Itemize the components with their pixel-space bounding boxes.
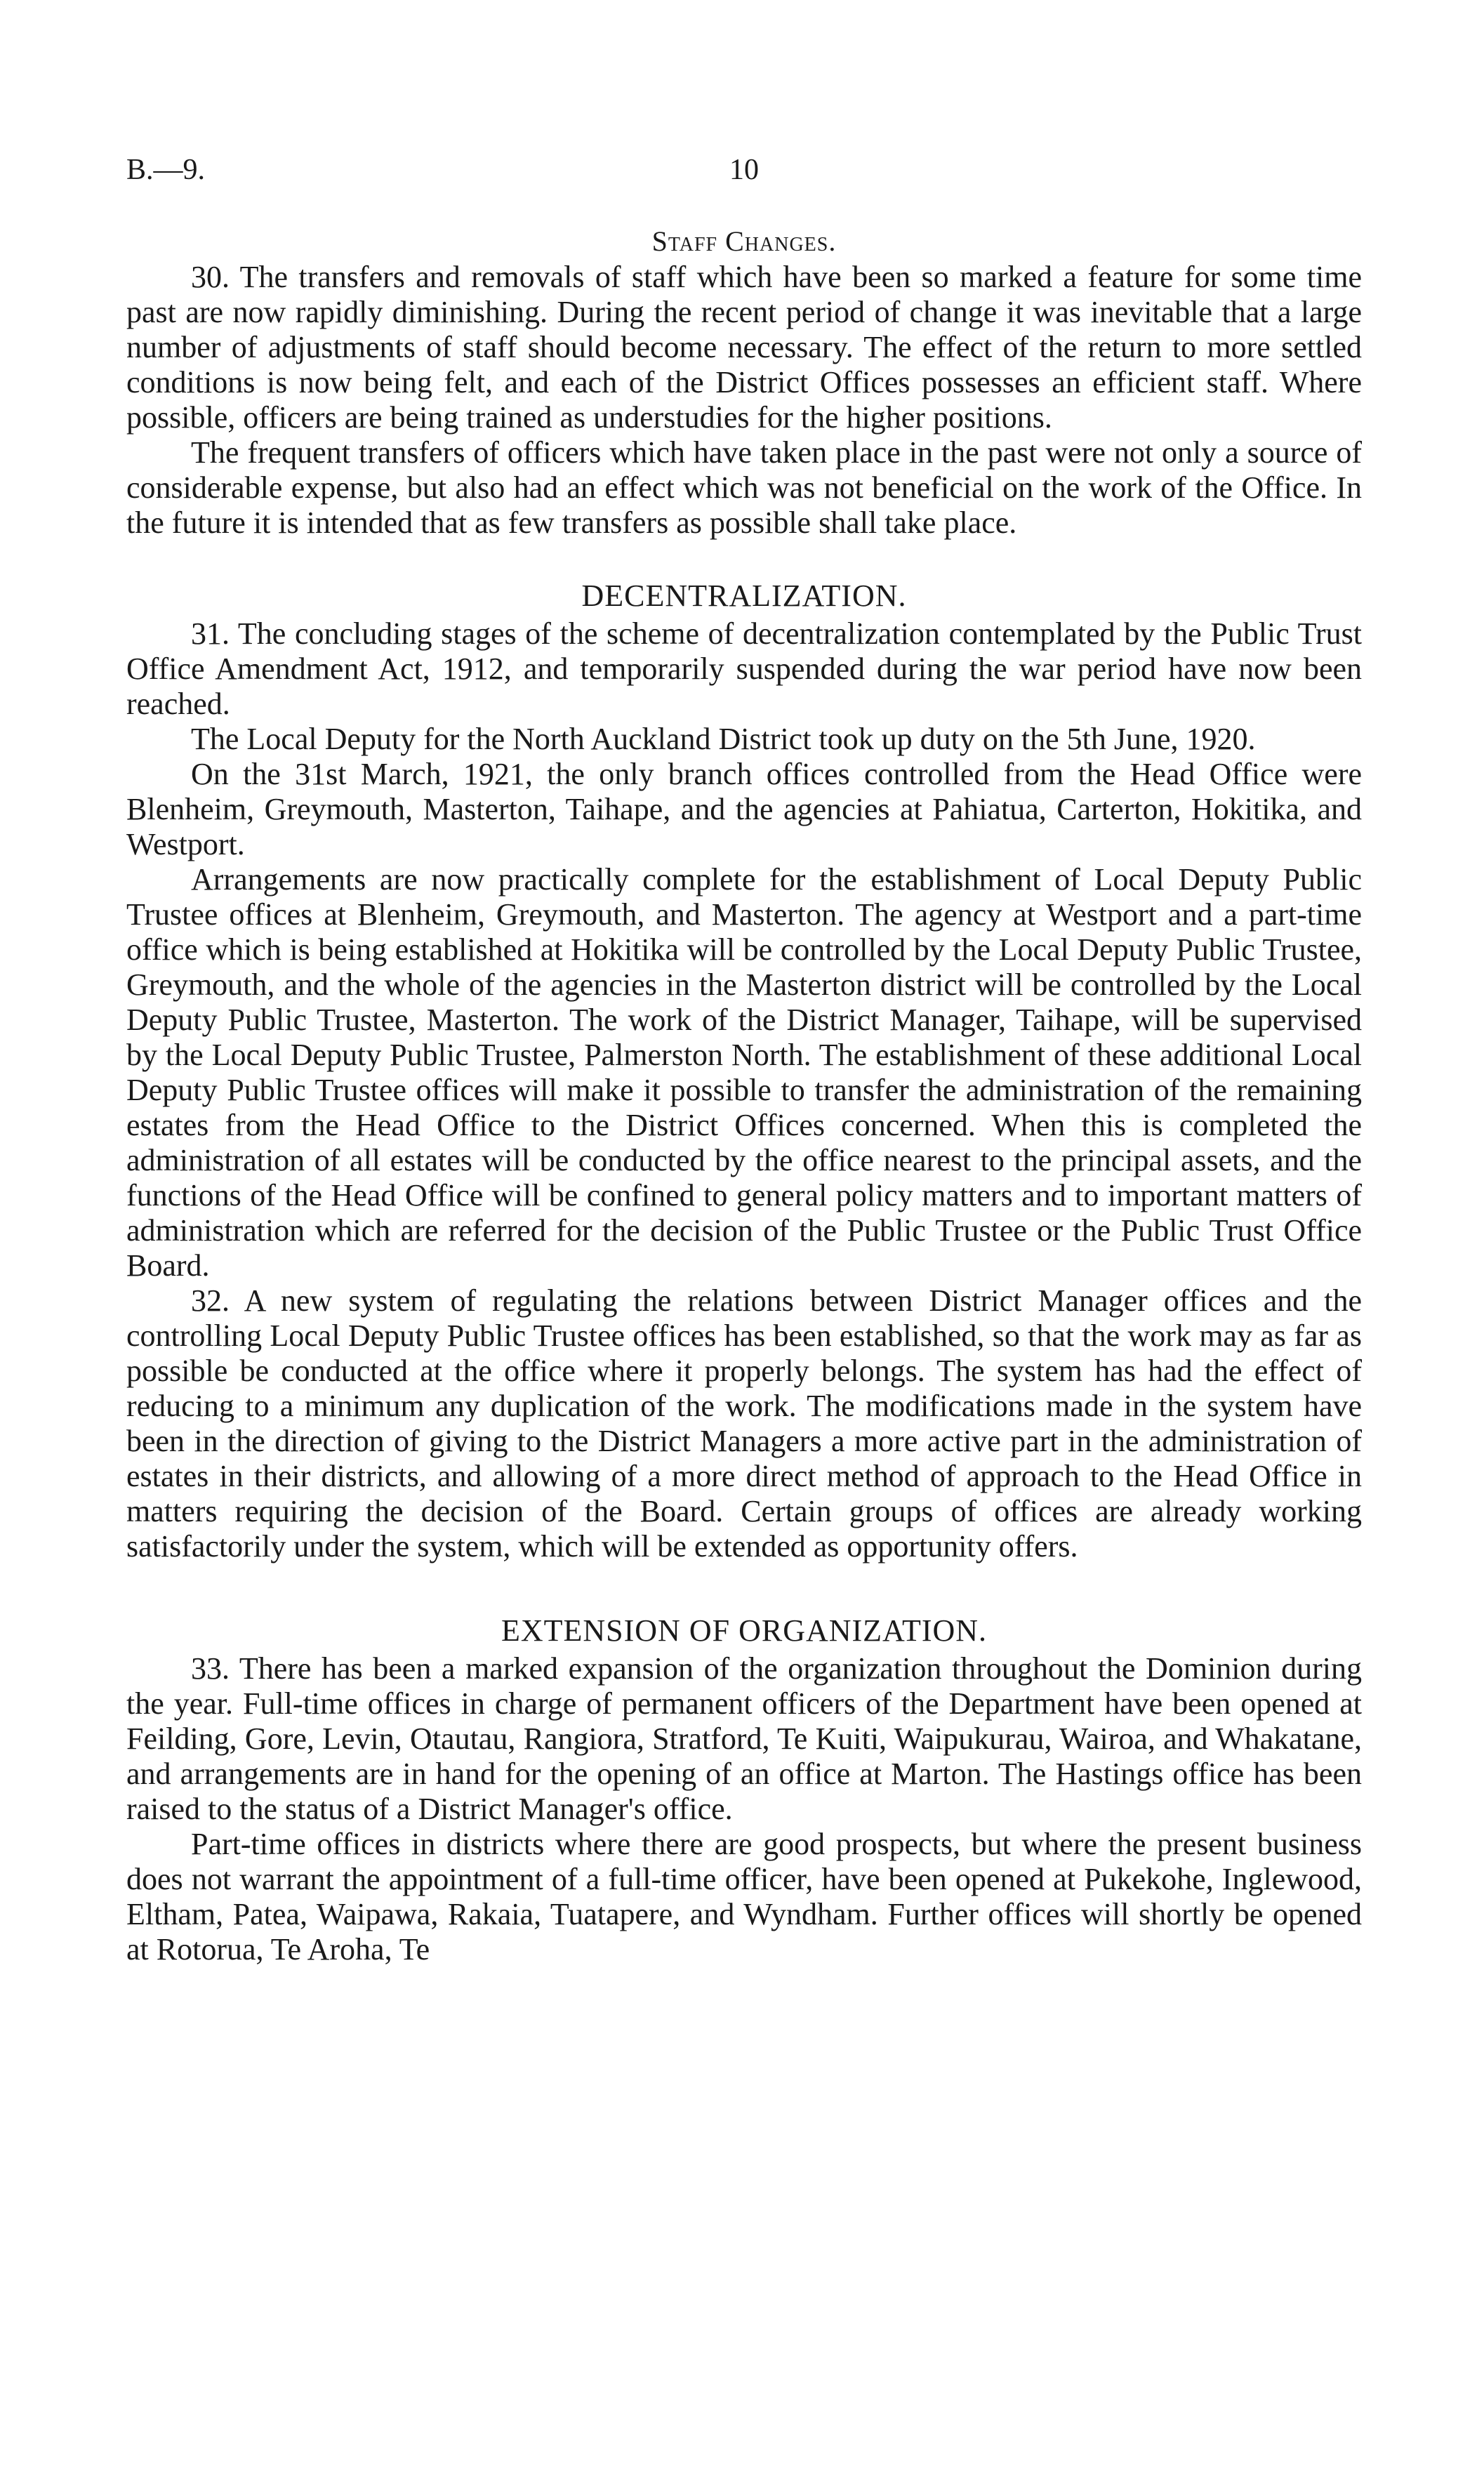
section-gap [126,1564,1362,1611]
paragraph-branch-offices: On the 31st March, 1921, the only branch offices controlled from the Head Office were Blenheim, Greymouth, Masterton, Taihape, and the agencies at Pahiatua, Carterton, Hokitika, and Westport. [126,757,1362,861]
heading-extension-of-organization: EXTENSION OF ORGANIZATION. [501,1613,988,1648]
heading-decentralization: DECENTRALIZATION. [581,579,907,613]
document-reference: B.—9. [126,154,206,186]
paragraph-32: 32. A new system of regulating the relations between District Manager offices and the controlling Local Deputy Public Trustee offices has been established, so that the work may as far as possible be conducted at the office where it properly belongs. The system has had the effect of reducing to a minimum any duplication of the work. The modifications made in the system have been in the direction of giving to the District Managers a more active part in the administration of estates in their districts, and allowing of a more direct method of approach to the Head Office in matters requiring the decision of the Board. Certain groups of offices are already working satisfactorily under the system, which will be extended as opportunity offers. [126,1283,1362,1564]
paragraph-31: 31. The concluding stages of the scheme of decentralization contemplated by the Public Trust Office Amendment Act, 1912, and temporarily suspended during the war period have now been reached. [126,616,1362,721]
page-number: 10 [729,154,759,186]
paragraph-part-time-offices: Part-time offices in districts where there are good prospects, but where the present business does not warrant the appointment of a full-time officer, have been opened at Pukekohe, Inglewood, Eltham, Patea, Waipawa, Rakaia, Tuatapere, and Wyndham. Further offices will shortly be opened at Rotorua, Te Aroha, Te [126,1827,1362,1966]
page-header [126,153,1362,195]
paragraph-transfers: The frequent transfers of officers which have taken place in the past were not only a source of considerable expense, but also had an effect which was not beneficial on the work of the Office. In the future it is intended that as few transfers as possible shall take place. [126,435,1362,540]
section-gap [126,541,1362,576]
paragraph-arrangements: Arrangements are now practically complete for the establishment of Local Deputy Public Trustee offices at Blenheim, Greymouth, and Masterton. The agency at Westport and a part-time office which is being established at Hokitika will be controlled by the Local Deputy Public Trustee, Greymouth, and the whole of the agencies in the Masterton district will be controlled by the Local Deputy Public Trustee, Masterton. The work of the District Manager, Taihape, will be supervised by the Local Deputy Public Trustee, Palmerston North. The establishment of these additional Local Deputy Public Trustee offices will make it possible to transfer the administration of the remaining estates from the Head Office to the District Offices concerned. When this is completed the administration of all estates will be conducted by the office nearest to the principal assets, and the functions of the Head Office will be confined to general policy matters and to important matters of administration which are referred for the decision of the Public Trustee or the Public Trust Office Board. [126,862,1362,1283]
heading-staff-changes: Staff Changes. [651,225,837,257]
paragraph-local-deputy: The Local Deputy for the North Auckland District took up duty on the 5th June, 1920. [191,722,1256,756]
paragraph-33: 33. There has been a marked expansion of the organization throughout the Dominion during the year. Full-time offices in charge of permanent officers of the Department have been opened at Feilding, Gore, Levin, Otautau, Rangiora, Stratford, Te Kuiti, Waipukurau, Wairoa, and Whakatane, and arrangements are in hand for the opening of an office at Marton. The Hastings office has been raised to the status of a District Manager's office. [126,1651,1362,1826]
page-body [126,223,1362,1967]
paragraph-30: 30. The transfers and removals of staff which have been so marked a feature for some time past are now rapidly diminishing. During the recent period of change it was inevitable that a large number of adjustments of staff should become necessary. The effect of the return to more settled conditions is now being felt, and each of the District Offices possesses an efficient staff. Where possible, officers are being trained as understudies for the higher positions. [126,260,1362,435]
